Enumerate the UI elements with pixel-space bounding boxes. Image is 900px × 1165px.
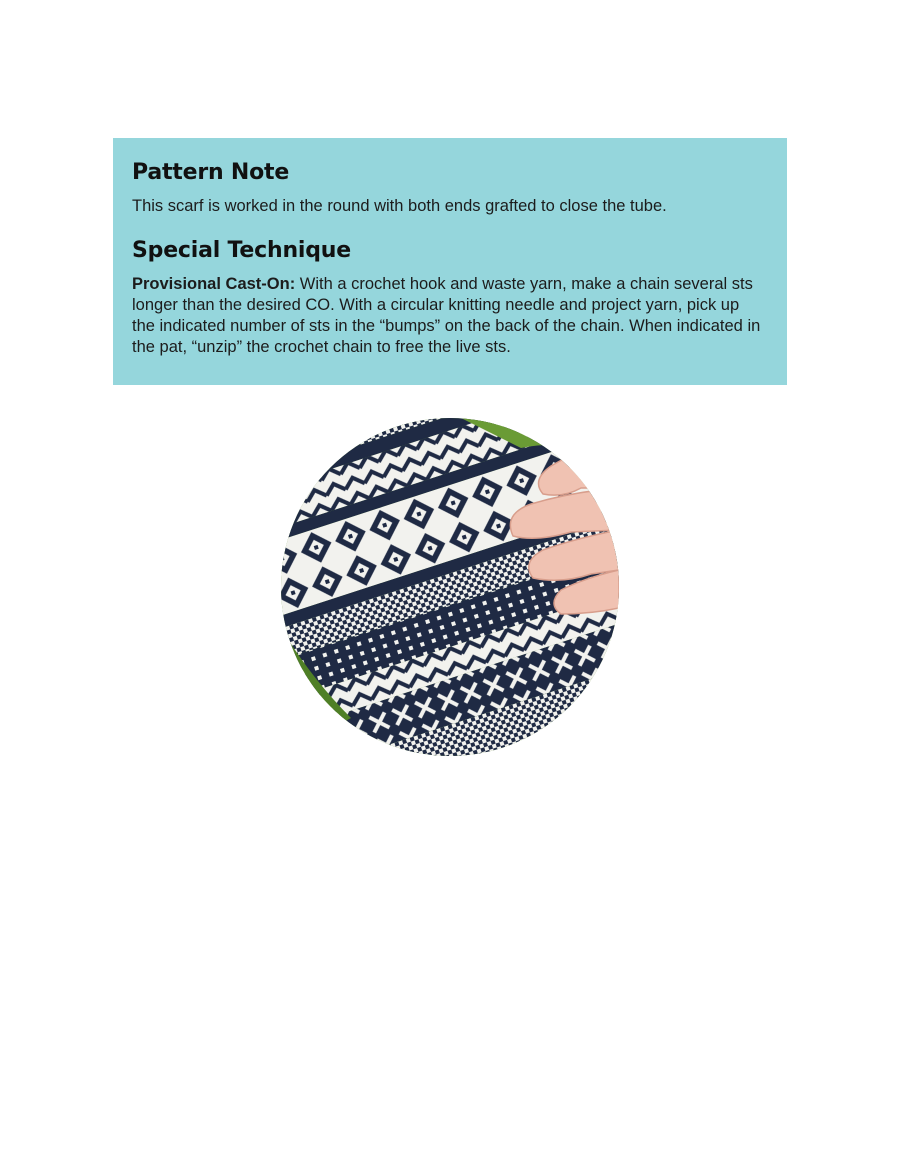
special-technique-text bbox=[132, 274, 765, 358]
scarf-photo bbox=[281, 418, 619, 756]
technique-description: With a crochet hook and waste yarn, make a chain several sts longer than the desired CO. With a circular knitting needle and project yarn, pick up the indicated number of sts in the “bumps” on the back of the chain. When indicated in the pat, “unzip” the crochet chain to free the live sts. bbox=[132, 275, 761, 356]
technique-term: Provisional Cast-On: bbox=[132, 275, 296, 293]
special-technique-heading: Special Technique bbox=[132, 238, 351, 263]
pattern-note-text: This scarf is worked in the round with both ends grafted to close the tube. bbox=[132, 197, 667, 215]
pattern-note-box bbox=[113, 138, 787, 385]
pattern-note-heading: Pattern Note bbox=[132, 160, 290, 185]
